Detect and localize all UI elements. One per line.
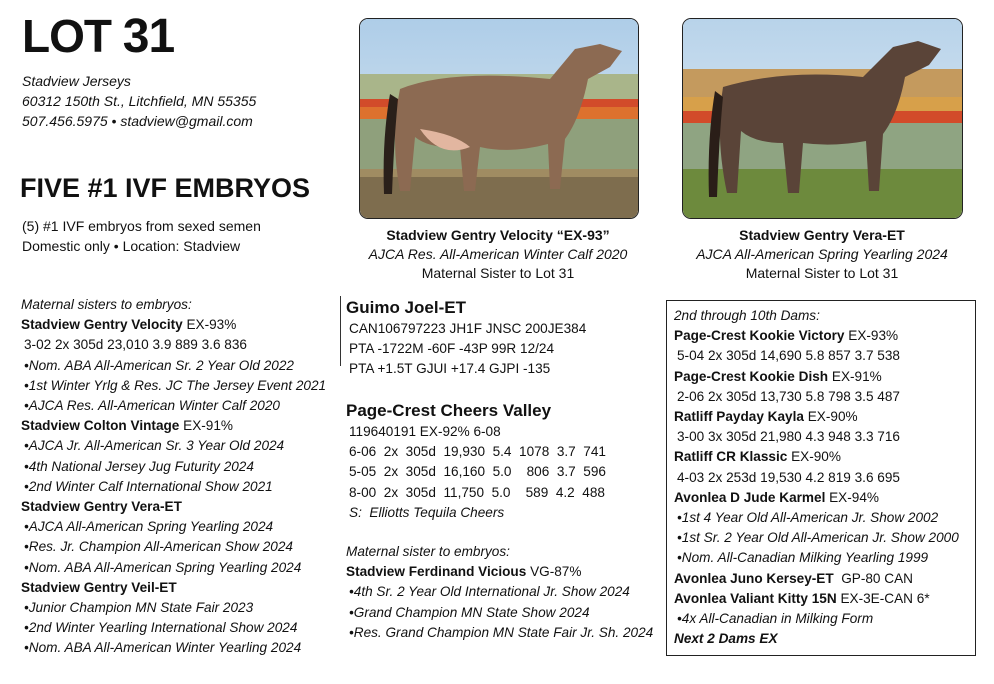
cow-photo-velocity-image: [360, 19, 638, 218]
dam-award: •1st 4 Year Old All-American Jr. Show 2002: [677, 510, 939, 526]
sister-award: •4th National Jersey Jug Futurity 2024: [24, 458, 254, 474]
dam-score: EX-3E-CAN 6*: [836, 590, 930, 606]
farm-name: Stadview Jerseys: [22, 73, 131, 89]
caption-velocity-award: AJCA Res. All-American Winter Calf 2020: [368, 246, 628, 262]
dam-block: [346, 400, 606, 523]
dam-record: 8-00 2x 305d 11,750 5.0 589 4.2 488: [349, 484, 605, 500]
dam-karmel: [674, 488, 975, 508]
offer-line-2: Domestic only • Location: Stadview: [22, 238, 241, 254]
middle-sister-score: VG-87%: [526, 564, 582, 580]
dam-award: •1st Sr. 2 Year Old All-American Jr. Show 2000: [677, 530, 959, 546]
sister-award: •1st Winter Yrlg & Res. JC The Jersey Event 2021: [24, 377, 327, 393]
dam-victory: [674, 326, 975, 346]
sister-award: •Res. Jr. Champion All-American Show 2024: [24, 539, 293, 555]
dams-heading: 2nd through 10th Dams:: [674, 308, 820, 323]
dam-stat: 4-03 2x 253d 19,530 4.2 819 3.6 695: [677, 469, 900, 485]
sisters-column: [21, 295, 326, 659]
dam-name: Ratliff CR Klassic: [674, 449, 788, 465]
dam-score: EX-90%: [803, 409, 858, 425]
sister-score: EX-93%: [182, 317, 237, 333]
dam-award: •Nom. All-Canadian Milking Yearling 1999: [677, 550, 929, 566]
caption-vera-name: Stadview Gentry Vera-ET: [739, 227, 905, 243]
dam-kersey: [674, 569, 975, 589]
dam-kayla: [674, 407, 975, 427]
dam-award: •4x All-Canadian in Milking Form: [677, 611, 874, 627]
sister-vera-name: Stadview Gentry Vera-ET: [21, 499, 182, 515]
dams-footer: Next 2 Dams EX: [674, 631, 778, 647]
dam-klassic: [674, 447, 975, 467]
sire-name: Guimo Joel-ET: [346, 298, 466, 317]
middle-sister-block: [346, 542, 653, 643]
dam-name: Ratliff Payday Kayla: [674, 409, 804, 425]
lot-number: 31: [122, 10, 175, 63]
lot-label: LOT: [22, 10, 111, 62]
offer-title: FIVE #1 IVF EMBRYOS: [20, 173, 311, 203]
middle-sister-award: •4th Sr. 2 Year Old International Jr. Show 2024: [349, 584, 630, 600]
dam-stat: 3-00 3x 305d 21,980 4.3 948 3.3 716: [677, 429, 900, 445]
dam-name: Page-Crest Cheers Valley: [346, 401, 552, 420]
sister-award: •2nd Winter Yearling International Show 2024: [24, 620, 298, 636]
dam-dish: [674, 367, 975, 387]
dam-stat: 2-06 2x 305d 13,730 5.8 798 3.5 487: [677, 388, 900, 404]
caption-velocity-note: Maternal Sister to Lot 31: [421, 265, 575, 281]
farm-address: 60312 150th St., Litchfield, MN 55355: [22, 93, 257, 109]
cow-photo-vera-image: [683, 19, 962, 218]
sister-award: •AJCA All-American Spring Yearling 2024: [24, 519, 274, 535]
sire-pta-2: PTA +1.5T GJUI +17.4 GJPI -135: [349, 361, 551, 377]
sister-veil-name: Stadview Gentry Veil-ET: [21, 579, 177, 595]
dam-name: Page-Crest Kookie Victory: [674, 328, 845, 344]
dam-score: GP-80 CAN: [833, 570, 913, 586]
sire-block: [346, 297, 586, 380]
sister-name: Stadview Colton Vintage: [21, 418, 180, 434]
sire-pta-1: PTA -1722M -60F -43P 99R 12/24: [349, 341, 555, 357]
sister-stat: 3-02 2x 305d 23,010 3.9 889 3.6 836: [24, 337, 247, 353]
contact-block: [22, 71, 256, 131]
sister-award: •2nd Winter Calf International Show 2021: [24, 478, 273, 494]
caption-vera-note: Maternal Sister to Lot 31: [745, 265, 899, 281]
caption-vera: [672, 226, 972, 283]
dam-score: EX-90%: [787, 449, 841, 465]
dam-name: Avonlea Valiant Kitty 15N: [674, 590, 837, 606]
sister-award: •Nom. ABA All-American Sr. 2 Year Old 2022: [24, 357, 294, 373]
sister-award: •Nom. ABA All-American Spring Yearling 2024: [24, 559, 302, 575]
cow-photo-vera: [682, 18, 963, 219]
farm-phone-email: 507.456.5975 • stadview@gmail.com: [22, 113, 253, 129]
middle-sister-name: Stadview Ferdinand Vicious: [346, 564, 527, 580]
dam-score: EX-94%: [825, 489, 879, 505]
dam-kitty: [674, 589, 975, 609]
sister-vintage: [21, 416, 326, 436]
middle-sister-award: •Res. Grand Champion MN State Fair Jr. Sh. 2024: [349, 624, 654, 640]
sister-score: EX-91%: [179, 418, 234, 434]
dam-reg: 119640191 EX-92% 6-08: [349, 424, 501, 439]
dam-name: Avonlea D Jude Karmel: [674, 489, 826, 505]
middle-sister-award: •Grand Champion MN State Show 2024: [349, 604, 590, 620]
offer-line-1: (5) #1 IVF embryos from sexed semen: [22, 218, 261, 234]
middle-sister-heading: Maternal sister to embryos:: [346, 544, 510, 559]
offer-description: [22, 216, 261, 256]
caption-velocity-name: Stadview Gentry Velocity “EX-93”: [386, 227, 610, 243]
dams-box: [666, 300, 976, 656]
sister-name: Stadview Gentry Velocity: [21, 317, 183, 333]
middle-sister: [346, 562, 653, 582]
dam-sire-line: S: Elliotts Tequila Cheers: [349, 504, 505, 520]
sister-velocity: [21, 315, 326, 335]
sisters-heading: Maternal sisters to embryos:: [21, 297, 192, 312]
dam-score: EX-91%: [828, 368, 882, 384]
sister-award: •AJCA Jr. All-American Sr. 3 Year Old 2024: [24, 438, 285, 454]
sire-divider: [340, 296, 341, 366]
dam-name: Page-Crest Kookie Dish: [674, 368, 829, 384]
sister-award: •AJCA Res. All-American Winter Calf 2020: [24, 398, 280, 414]
dam-score: EX-93%: [844, 328, 899, 344]
caption-velocity: [348, 226, 648, 283]
dam-record: 6-06 2x 305d 19,930 5.4 1078 3.7 741: [349, 444, 606, 460]
sister-award: •Nom. ABA All-American Winter Yearling 2024: [24, 640, 302, 656]
dam-record: 5-05 2x 305d 16,160 5.0 806 3.7 596: [349, 464, 606, 480]
caption-vera-award: AJCA All-American Spring Yearling 2024: [696, 246, 948, 262]
sister-award: •Junior Champion MN State Fair 2023: [24, 600, 254, 616]
lot-title: [22, 10, 174, 63]
cow-photo-velocity: [359, 18, 639, 219]
dam-stat: 5-04 2x 305d 14,690 5.8 857 3.7 538: [677, 348, 900, 364]
sire-reg: CAN106797223 JH1F JNSC 200JE384: [349, 321, 587, 336]
dam-name: Avonlea Juno Kersey-ET: [674, 570, 834, 586]
